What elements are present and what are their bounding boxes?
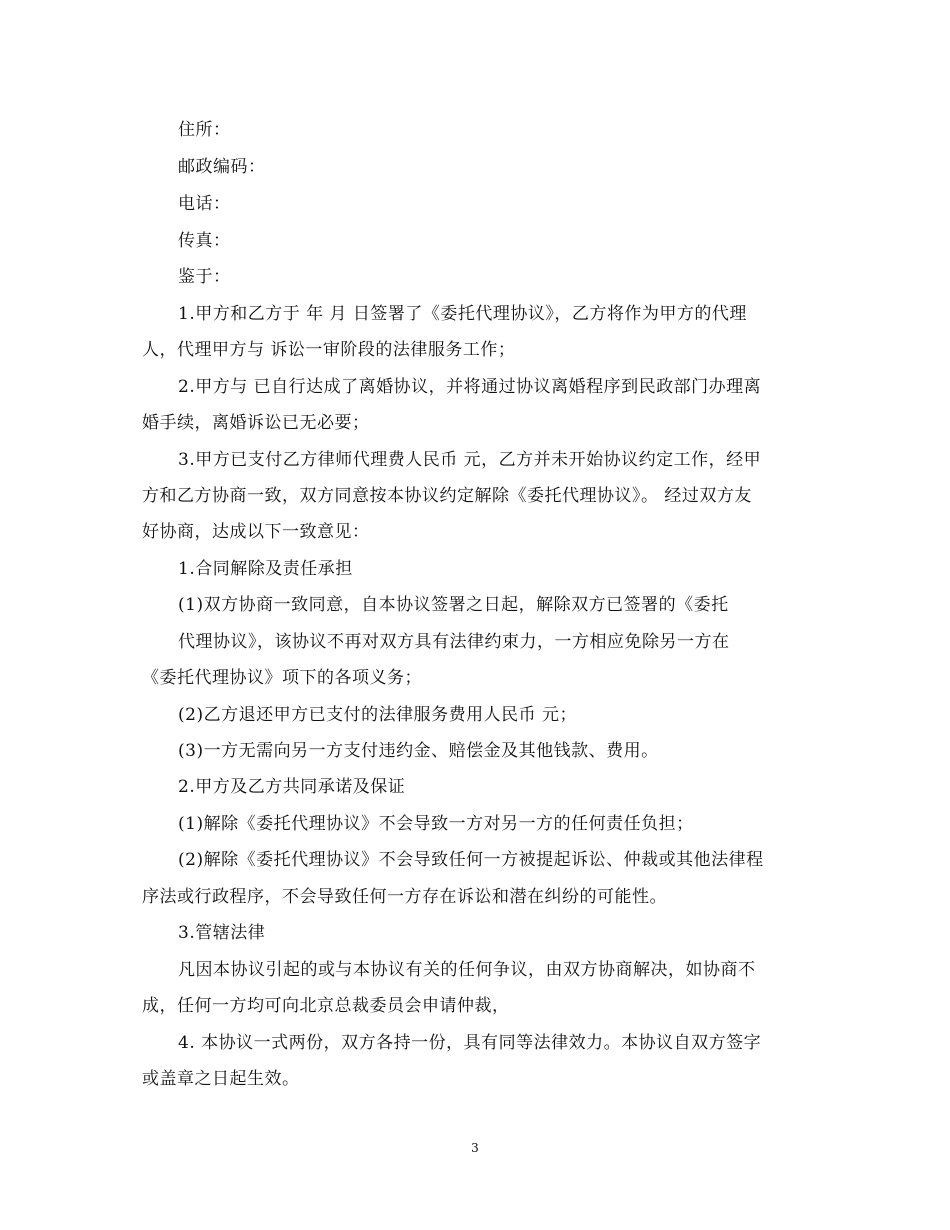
section-3-text-line-2: 成，任何一方均可向北京总裁委员会申请仲裁， [142,996,510,1016]
recital-3-line-3: 好协商，达成以下一致意见： [142,522,370,542]
recital-1-line-2: 人，代理甲方与 诉讼一审阶段的法律服务工作； [142,340,516,360]
clause-1-2: (2)乙方退还甲方已支付的法律服务费用人民币 元； [178,705,577,725]
recital-1-line-1: 1.甲方和乙方于 年 月 日签署了《委托代理协议》，乙方将作为甲方的代理 [178,304,747,324]
clause-1-1-line-2: 代理协议》，该协议不再对双方具有法律约束力，一方相应免除另一方在 [178,632,730,652]
section-4-line-2: 或盖章之日起生效。 [142,1069,300,1089]
recital-2-line-1: 2.甲方与 已自行达成了离婚协议，并将通过协议离婚程序到民政部门办理离 [178,377,762,397]
whereas-heading: 鉴于： [178,267,231,287]
clause-2-2-line-1: (2)解除《委托代理协议》不会导致任何一方被提起诉讼、仲裁或其他法律程 [178,850,764,870]
section-3-heading: 3.管辖法律 [178,923,266,943]
clause-1-3: (3)一方无需向另一方支付违约金、赔偿金及其他钱款、费用。 [178,741,659,761]
clause-1-1-line-3: 《委托代理协议》项下的各项义务； [142,668,422,688]
postal-code-label: 邮政编码： [178,157,266,177]
clause-2-2-line-2: 序法或行政程序，不会导致任何一方存在诉讼和潜在纠纷的可能性。 [142,887,667,907]
recital-2-line-2: 婚手续，离婚诉讼已无必要； [142,413,370,433]
section-4-line-1: 4. 本协议一式两份，双方各持一份，具有同等法律效力。本协议自双方签字 [178,1033,762,1053]
clause-2-1: (1)解除《委托代理协议》不会导致一方对另一方的任何责任负担； [178,814,694,834]
phone-label: 电话： [178,194,231,214]
recital-3-line-2: 方和乙方协商一致，双方同意按本协议约定解除《委托代理协议》。 经过双方友 [142,486,752,506]
section-1-heading: 1.合同解除及责任承担 [178,559,353,579]
section-3-text-line-1: 凡因本协议引起的或与本协议有关的任何争议，由双方协商解决，如协商不 [178,960,756,980]
fax-label: 传真： [178,231,231,251]
recital-3-line-1: 3.甲方已支付乙方律师代理费人民币 元，乙方并未开始协议约定工作，经甲 [178,450,762,470]
section-2-heading: 2.甲方及乙方共同承诺及保证 [178,777,406,797]
page-number: 3 [471,1141,479,1155]
clause-1-1-line-1: (1)双方协商一致同意，自本协议签署之日起，解除双方已签署的《委托 [178,595,729,615]
address-label: 住所： [178,120,231,140]
